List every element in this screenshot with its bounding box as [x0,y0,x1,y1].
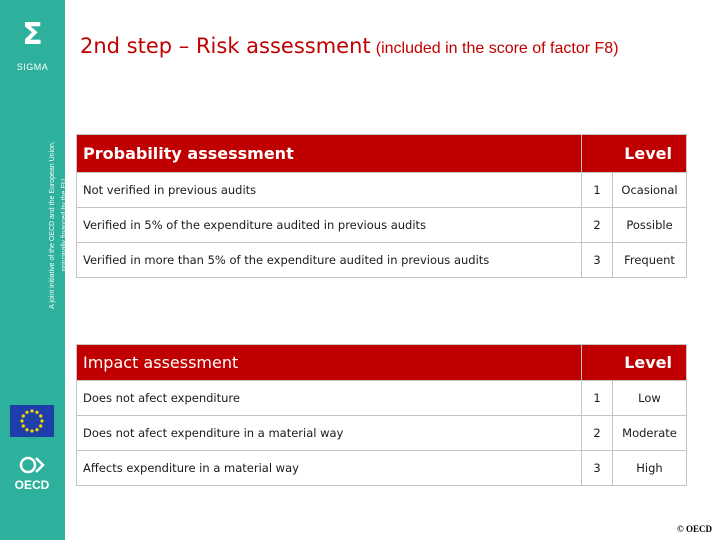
impact-row-level: High [613,451,687,486]
page-title [80,34,619,58]
impact-row-number: 2 [582,416,613,451]
copyright-notice: © OECD [677,524,712,534]
probability-row-label: Verified in 5% of the expenditure audited in previous audits [77,208,582,243]
probability-row-level: Frequent [613,243,687,278]
impact-level-header: Level [582,345,687,381]
table-row [77,243,687,278]
table-row [77,451,687,486]
sigma-logo-symbol: Σ [22,17,43,52]
joint-initiative-text [47,130,71,320]
table-row [77,381,687,416]
impact-header-row [77,345,687,381]
impact-row-label: Does not afect expenditure [77,381,582,416]
impact-row-number: 3 [582,451,613,486]
joint-initiative-line2: principally financed by the EU [61,178,68,272]
probability-row-number: 2 [582,208,613,243]
impact-row-level: Moderate [613,416,687,451]
table-row [77,416,687,451]
probability-row-level: Ocasional [613,173,687,208]
probability-table [76,134,687,278]
table-row [77,208,687,243]
sigma-logo-label: SIGMA [16,62,49,72]
joint-initiative-line1: A joint initiative of the OECD and the European Union, [49,141,56,309]
impact-row-number: 1 [582,381,613,416]
probability-row-label: Verified in more than 5% of the expenditure audited in previous audits [77,243,582,278]
impact-row-label: Affects expenditure in a material way [77,451,582,486]
probability-row-number: 3 [582,243,613,278]
probability-row-level: Possible [613,208,687,243]
table-row [77,173,687,208]
sidebar [0,0,68,540]
probability-row-label: Not verified in previous audits [77,173,582,208]
page-title-main: 2nd step – Risk assessment [80,34,371,58]
eu-flag-icon [10,405,54,437]
probability-header-row [77,135,687,173]
impact-table [76,344,687,486]
impact-row-level: Low [613,381,687,416]
oecd-logo-icon [8,455,56,493]
impact-header: Impact assessment [77,345,582,381]
probability-row-number: 1 [582,173,613,208]
oecd-logo-text: OECD [14,478,50,492]
page-title-sub: (included in the score of factor F8) [375,40,619,57]
impact-row-label: Does not afect expenditure in a material way [77,416,582,451]
probability-level-header: Level [582,135,687,173]
probability-header: Probability assessment [77,135,582,173]
